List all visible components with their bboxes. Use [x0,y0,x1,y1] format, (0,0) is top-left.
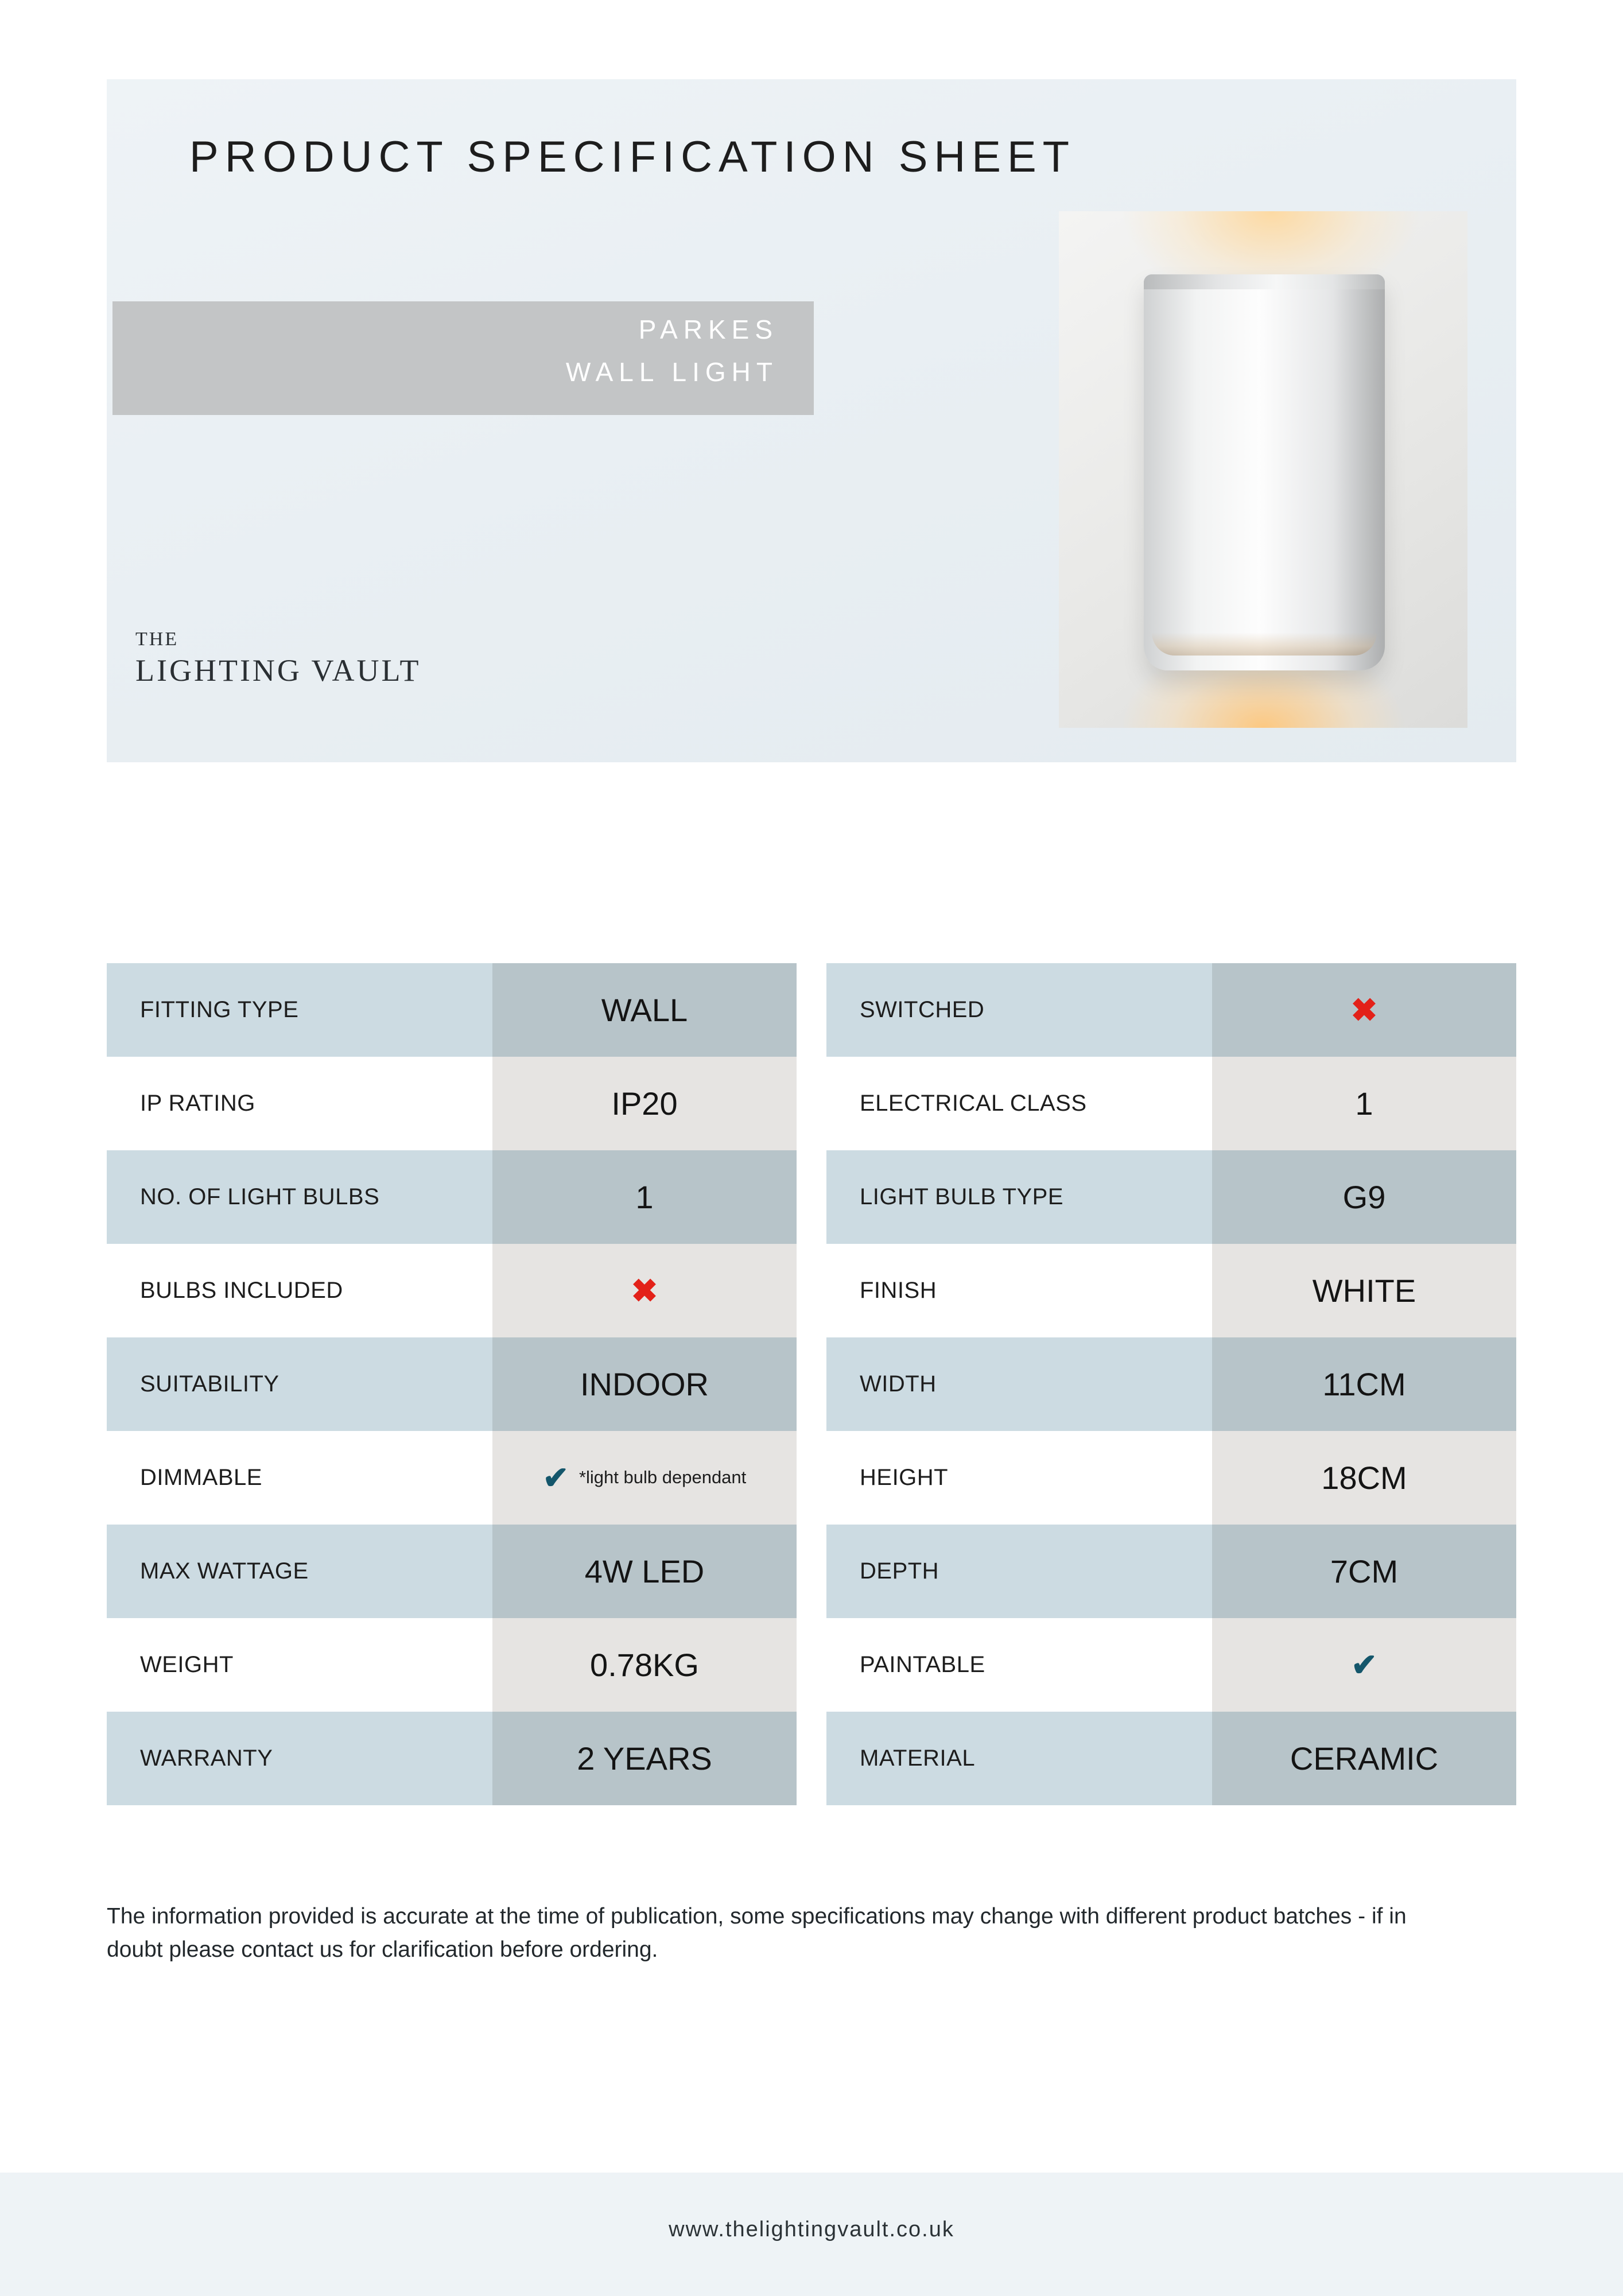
spec-label: ELECTRICAL CLASS [826,1057,1212,1150]
spec-value: WHITE [1212,1244,1516,1337]
spec-label: MAX WATTAGE [107,1525,492,1618]
spec-value [492,1244,797,1337]
table-row [826,1057,1516,1150]
spec-value [1212,963,1516,1057]
spec-value-combo [542,1460,747,1495]
table-row [826,1525,1516,1618]
spec-value: 11CM [1212,1337,1516,1431]
spec-label: BULBS INCLUDED [107,1244,492,1337]
specification-table [107,963,1516,1805]
product-image [1059,211,1467,728]
table-row [107,1150,797,1244]
table-row [826,1337,1516,1431]
table-row [826,1712,1516,1805]
spec-value: CERAMIC [1212,1712,1516,1805]
footer [0,2173,1623,2296]
disclaimer-text: The information provided is accurate at the time of publication, some specifications may change with different product batches - if in doubt please contact us for clarification before ordering. [107,1904,1407,1962]
brand-line2: LIGHTING VAULT [135,653,421,688]
table-row [107,1244,797,1337]
spec-value: G9 [1212,1150,1516,1244]
table-row [107,1337,797,1431]
cross-icon: ✖ [631,1272,658,1309]
check-icon: ✔ [542,1460,569,1495]
spec-value: IP20 [492,1057,797,1150]
spec-label: DEPTH [826,1525,1212,1618]
spec-value-note: *light bulb dependant [578,1467,747,1488]
spec-value [492,1431,797,1525]
spec-value: WALL [492,963,797,1057]
brand-line1: THE [135,629,179,650]
spec-label: WEIGHT [107,1618,492,1712]
check-icon: ✔ [1351,1647,1377,1682]
spec-value: 18CM [1212,1431,1516,1525]
product-name-line1: PARKES [638,315,778,344]
spec-value: INDOOR [492,1337,797,1431]
spec-label: FITTING TYPE [107,963,492,1057]
table-row [107,1431,797,1525]
wall-light-bottom-lip [1152,633,1377,656]
spec-column-right [812,963,1516,1805]
spec-value: 4W LED [492,1525,797,1618]
footer-website-url: www.thelightingvault.co.uk [669,2217,954,2241]
table-row [826,1150,1516,1244]
table-row [107,1057,797,1150]
spec-column-left [107,963,812,1805]
wall-light-body [1144,274,1385,670]
product-name-line2: WALL LIGHT [565,357,778,387]
spec-value [1212,1618,1516,1712]
table-row [107,1525,797,1618]
spec-label: SWITCHED [826,963,1212,1057]
spec-value: 7CM [1212,1525,1516,1618]
table-row [107,1712,797,1805]
spec-label: WARRANTY [107,1712,492,1805]
table-row [826,1618,1516,1712]
spec-label: WIDTH [826,1337,1212,1431]
spec-label: NO. OF LIGHT BULBS [107,1150,492,1244]
table-row [826,1244,1516,1337]
spec-label: IP RATING [107,1057,492,1150]
spec-value: 1 [492,1150,797,1244]
page-title: PRODUCT SPECIFICATION SHEET [189,133,1076,181]
spec-label: FINISH [826,1244,1212,1337]
spec-label: SUITABILITY [107,1337,492,1431]
table-row [107,963,797,1057]
table-row [107,1618,797,1712]
spec-value: 1 [1212,1057,1516,1150]
cross-icon: ✖ [1350,991,1378,1028]
spec-label: MATERIAL [826,1712,1212,1805]
spec-value: 0.78KG [492,1618,797,1712]
brand-logo [135,629,421,688]
table-row [826,1431,1516,1525]
spec-label: DIMMABLE [107,1431,492,1525]
wall-light-shading [1333,274,1385,670]
product-name-band [112,301,814,415]
spec-value: 2 YEARS [492,1712,797,1805]
table-row [826,963,1516,1057]
spec-label: LIGHT BULB TYPE [826,1150,1212,1244]
spec-label: PAINTABLE [826,1618,1212,1712]
spec-label: HEIGHT [826,1431,1212,1525]
